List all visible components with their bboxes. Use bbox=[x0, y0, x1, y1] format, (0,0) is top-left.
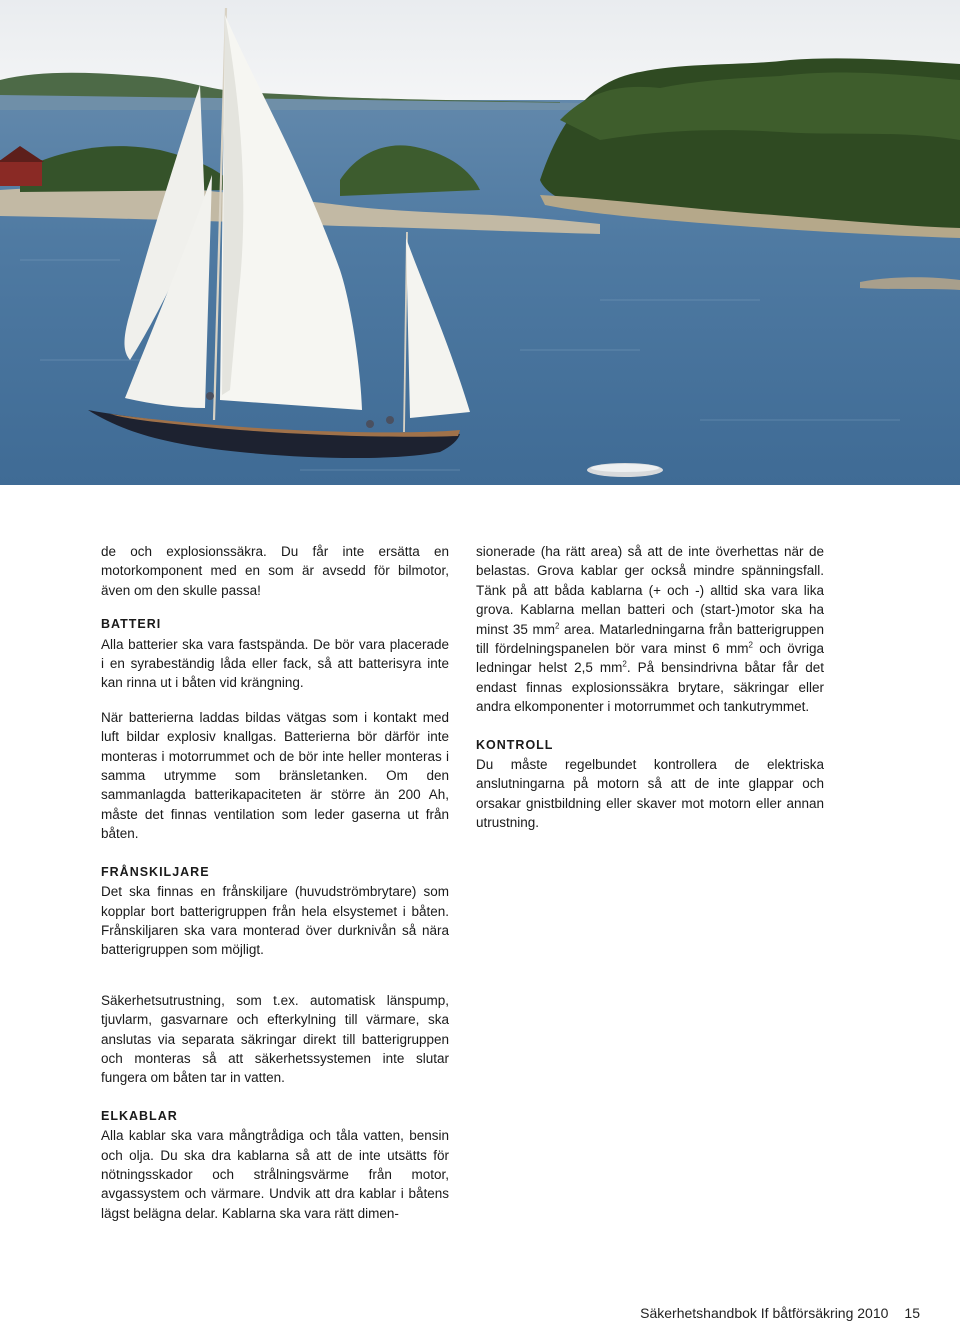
footer-title: Säkerhetshandbok If båtförsäkring 2010 bbox=[640, 1305, 889, 1321]
right-column bbox=[476, 542, 824, 833]
kablar-text-c: och övriga ledningar helst 2,5 mm bbox=[476, 641, 824, 676]
batteri-paragraph-1: Alla batterier ska vara fastspända. De bör vara placerade i en syrabeständig låda eller fack, så att batterisyra inte kan rinna ut i båten vid krängning. bbox=[101, 636, 449, 691]
kablar-text-b: area. Matarledningarna från batterigruppen till fördelningspanelen bör vara minst 6 mm bbox=[476, 621, 824, 657]
batteri-paragraph-2: När batterierna laddas bildas vätgas som i kontakt med luft bildar explosiv knallgas. Batterierna bör därför inte monteras i motorrummet och de bör inte heller monteras i samma utrymme som bränsletanken. Om den sammanlagda batterikapaciteten är större än 200 Ah, måste det finnas ventilation som leder gaserna ut från båten. bbox=[101, 709, 449, 842]
superscript-2: 2 bbox=[748, 640, 753, 650]
kablar-paragraph bbox=[476, 542, 824, 717]
elkablar-paragraph: Alla kablar ska vara mångtrådiga och tåla vatten, bensin och olja. Du ska dra kablarna så att de inte utsätts för nötningsskador och strålningsvärme från motor, avgassystem och värmare. Undvik att dra kablar i båtens lägst belägna delar. Kablarna ska vara rätt dimen- bbox=[101, 1128, 449, 1221]
kablar-text-d: . På bensindrivna båtar får det endast finnas explosionssäkra brytare, säkringar eller andra elkomponenter i motorrummet och tankutrymmet. bbox=[476, 660, 825, 715]
sakerhetsutrustning-paragraph: Säkerhetsutrustning, som t.ex. automatisk länspump, tjuvlarm, gasvarnare och efterkylning till värmare, ska anslutas via separata säkringar direkt till batterigruppen och monteras så att säkerhetssystemen inte slutar fungera om båten tar in vatten. bbox=[101, 992, 449, 1086]
page-footer bbox=[640, 1305, 920, 1321]
batteri-heading: BATTERI bbox=[101, 617, 162, 632]
kontroll-paragraph: Du måste regelbundet kontrollera de elektriska anslutningarna på motorn så att de inte glappar och orsakar gnistbildning eller skaver mot motorn eller annan utrustning. bbox=[476, 757, 824, 831]
sailboat-photo bbox=[0, 0, 960, 485]
franskiljare-paragraph: Det ska finnas en frånskiljare (huvudströmbrytare) som kopplar bort batterigruppen från hela elsystemet i båten. Frånskiljaren ska vara monterad över durknivån så nära batterigruppen som möjligt. bbox=[101, 884, 449, 958]
kontroll-heading: KONTROLL bbox=[476, 737, 554, 752]
elkablar-heading: ELKABLAR bbox=[101, 1108, 178, 1123]
franskiljare-heading: FRÅNSKILJARE bbox=[101, 864, 210, 879]
superscript-2: 2 bbox=[622, 659, 627, 669]
left-column bbox=[101, 542, 449, 1223]
intro-paragraph: de och explosionssäkra. Du får inte ersätta en motorkomponent med en som är avsedd för bilmotor, även om den skulle passa! bbox=[101, 544, 449, 598]
superscript-2: 2 bbox=[554, 621, 560, 631]
page-number: 15 bbox=[904, 1305, 920, 1321]
kablar-text-a: sionerade (ha rätt area) så att de inte överhettas när de belastas. Grova kablar ger också mindre spänningsfall. Tänk på att båda kablarna (+ och -) alltid ska vara lika grova. Kablarna mellan batteri och (start-)motor ska ha minst 35 mm bbox=[476, 544, 824, 637]
